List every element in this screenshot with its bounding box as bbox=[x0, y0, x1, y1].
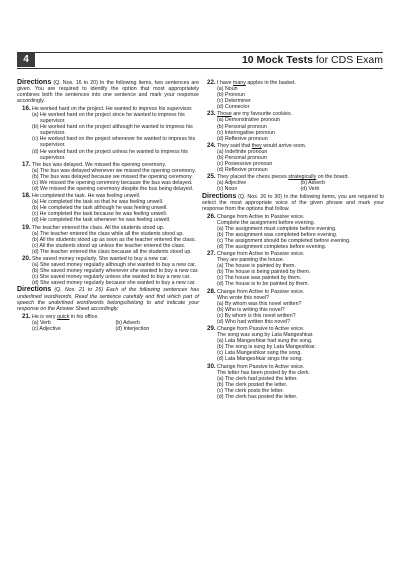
option-b: (b) The song is sung by Lata Mangeshkar. bbox=[217, 344, 316, 351]
option-c: (c) All the students stood up unless the teacher entered the class. bbox=[32, 242, 186, 249]
stem-pre: They placed the chess pieces bbox=[217, 174, 289, 181]
question-number: 21. bbox=[22, 312, 31, 320]
question-stem: Change from Active to Passive voice. bbox=[217, 251, 305, 258]
question-17 bbox=[17, 162, 199, 192]
option-c: (c) The assignment should be completed before evening. bbox=[217, 237, 351, 244]
question-29 bbox=[202, 326, 384, 362]
question-number: 24. bbox=[207, 141, 216, 149]
option-c: (c) Possessive pronoun bbox=[217, 160, 273, 167]
question-number: 16. bbox=[22, 105, 31, 113]
option-c: (c) Determiner bbox=[217, 98, 251, 105]
option-c: (c) Lata Mangeshkar sang the song. bbox=[217, 350, 302, 357]
question-21 bbox=[17, 314, 199, 332]
question-18 bbox=[17, 193, 199, 223]
option-d: (d) The clerk has posted the letter. bbox=[217, 393, 298, 400]
option-b: (b) All the students stood up as soon as the teacher entered the class. bbox=[32, 236, 197, 243]
directions-16-20 bbox=[17, 80, 199, 104]
options-grid bbox=[217, 180, 384, 192]
option-d: (d) Lata Mangeshkar sings the song. bbox=[217, 356, 303, 363]
question-stem: The bus was delayed. We missed the opening ceremony. bbox=[32, 161, 167, 168]
question-stem: He completed the task. He was feeling unwell. bbox=[32, 193, 141, 200]
question-number: 26. bbox=[207, 212, 216, 220]
option-d: (d) The house is to be painted by them. bbox=[217, 281, 310, 288]
book-title bbox=[242, 54, 383, 66]
right-column bbox=[202, 80, 384, 401]
underlined-word: Those bbox=[217, 111, 232, 118]
question-number: 27. bbox=[207, 250, 216, 258]
option-a: (a) Indefinite pronoun bbox=[217, 148, 268, 155]
question-20 bbox=[17, 256, 199, 286]
question-24 bbox=[202, 143, 384, 173]
question-number: 23. bbox=[207, 110, 216, 118]
question-stem: Change from Passive to Active voice. bbox=[217, 326, 305, 333]
question-26 bbox=[202, 214, 384, 250]
directions-body: (Q. Nos. 26 to 30) In the following items, you are required to select the most appropriate voice of the given phrase and mark your response from the options that follow. bbox=[202, 193, 384, 212]
option-b: (b) Personal pronoun bbox=[217, 154, 267, 161]
option-d: (d) Connector bbox=[217, 104, 250, 111]
option-c: (c) Noun bbox=[217, 186, 238, 193]
option-a: (a) The teacher entered the class while all the students stood up. bbox=[32, 230, 184, 237]
directions-21-25 bbox=[17, 287, 199, 311]
question-30 bbox=[202, 364, 384, 400]
stem-pre: I have bbox=[217, 80, 233, 86]
option-a: (a) He completed the task so that he was feeling unwell. bbox=[32, 199, 164, 206]
option-c: (c) Adjective bbox=[32, 325, 61, 332]
option-c: (c) By whom is this novel written? bbox=[217, 312, 296, 319]
option-d: (d) Reflexive pronoun bbox=[217, 135, 268, 142]
given-sentence: The song was sung by Lata Mangeshkar. bbox=[217, 332, 314, 339]
option-b: (b) Who is writing this novel? bbox=[217, 306, 285, 313]
option-c: (c) The house was painted by them. bbox=[217, 275, 302, 282]
question-27 bbox=[202, 251, 384, 287]
option-a: (a) He worked hard on the project since he wanted to impress his supervisor. bbox=[32, 112, 185, 125]
question-stem: Change from Passive to Active voice. bbox=[217, 363, 305, 370]
question-stem: He worked hard on the project. He wanted to impress his supervisor. bbox=[32, 106, 193, 113]
option-c: (c) We missed the opening ceremony because the bus was delayed. bbox=[32, 179, 193, 186]
option-d: (d) Interjection bbox=[115, 325, 150, 332]
option-b: (b) Personal pronoun bbox=[217, 123, 267, 130]
given-sentence: They are painting the house. bbox=[217, 257, 285, 264]
option-b: (b) Adverb bbox=[300, 180, 325, 187]
option-d: (d) Who had written this novel? bbox=[217, 318, 291, 325]
question-stem: She saved money regularly. She wanted to buy a new car. bbox=[32, 256, 169, 263]
option-d: (d) She saved money regularly because she wanted to buy a new car. bbox=[32, 280, 196, 287]
question-stem: Change from Active to Passive voice. bbox=[217, 288, 305, 295]
given-sentence: Who wrote this novel? bbox=[217, 294, 270, 301]
question-number: 19. bbox=[22, 223, 31, 231]
option-a: (a) She saved money regularly although she wanted to buy a new car. bbox=[32, 262, 197, 269]
option-b: (b) He completed the task although he was feeling unwell. bbox=[32, 205, 168, 212]
book-title-suffix: for CDS Exam bbox=[315, 54, 383, 66]
given-sentence: Complete the assignment before evening. bbox=[217, 219, 316, 226]
question-number: 25. bbox=[207, 173, 216, 181]
stem-pre: He is very bbox=[32, 313, 58, 320]
option-b: (b) The bus was delayed because we missed the opening ceremony. bbox=[32, 173, 193, 180]
question-stem: Change from Active to Passive voice. bbox=[217, 213, 305, 220]
given-sentence: The letter has been posted by the clerk. bbox=[217, 369, 311, 376]
option-c: (c) She saved money regularly unless she wanted to buy a new car. bbox=[32, 274, 191, 281]
option-a: (a) The bus was delayed whenever we missed the opening ceremony. bbox=[32, 167, 196, 174]
options-grid bbox=[32, 320, 199, 332]
stem-post: apples in the basket. bbox=[245, 80, 296, 86]
option-b: (b) Adverb bbox=[115, 319, 140, 326]
option-d: (d) Verb bbox=[300, 186, 320, 193]
option-a: (a) Verb bbox=[32, 319, 51, 326]
option-d: (d) The teacher entered the class because all the students stood up. bbox=[32, 248, 192, 255]
question-28 bbox=[202, 289, 384, 325]
option-a: (a) Adjective bbox=[217, 180, 247, 187]
book-title-main: 10 Mock Tests bbox=[241, 54, 313, 66]
directions-26-30 bbox=[202, 194, 384, 212]
option-d: (d) He worked hard on the project unless he wanted to impress his supervisor. bbox=[32, 148, 188, 161]
stem-post: are my favourite cookies. bbox=[231, 111, 293, 118]
underlined-word: many bbox=[232, 80, 246, 86]
question-number: 18. bbox=[22, 192, 31, 200]
underlined-word: strategically bbox=[288, 174, 317, 181]
option-a: (a) The assignment must complete before evening. bbox=[217, 225, 337, 232]
directions-heading: Directions bbox=[17, 79, 52, 86]
option-b: (b) He worked hard on the project although he wanted to impress his supervisor. bbox=[32, 124, 193, 137]
underlined-word: they bbox=[251, 142, 262, 149]
option-a: (a) Lata Mangeshkar had sung the song. bbox=[217, 338, 313, 345]
option-d: (d) Reflexive pronoun bbox=[217, 167, 268, 174]
option-b: (b) Pronoun bbox=[217, 92, 245, 99]
page-number: 4 bbox=[17, 53, 35, 67]
question-number: 30. bbox=[207, 362, 216, 370]
directions-heading: Directions bbox=[202, 192, 237, 200]
question-number: 29. bbox=[207, 325, 216, 333]
question-number: 28. bbox=[207, 287, 216, 295]
question-number: 17. bbox=[22, 160, 31, 168]
question-16 bbox=[17, 106, 199, 160]
stem-post: would arrive soon. bbox=[261, 142, 307, 149]
directions-heading: Directions bbox=[17, 286, 52, 294]
option-d: (d) The assignment completes before evening. bbox=[217, 243, 327, 250]
directions-body: (Q. Nos. 16 to 20) In the following items, two sentences are given. You are required to identify the option that most appropriately combines both the sentences into one sentence and mark your response accordingly. bbox=[17, 80, 199, 105]
option-a: (a) The house is painted by them. bbox=[217, 263, 296, 270]
page-header bbox=[17, 52, 383, 69]
question-22 bbox=[202, 80, 384, 110]
option-a: (a) Demonstrative pronoun bbox=[217, 117, 281, 124]
stem-post: on the board. bbox=[316, 174, 349, 181]
option-d: (d) We missed the opening ceremony despite the bus being delayed. bbox=[32, 185, 194, 192]
directions-body: (Q. Nos. 21 to 25) Each of the following sentences has underlined word/words. Read the sentence carefully and find which part of speech the underlined word/words belongs/belong to and indicate your response on the Answer Sheet accordingly. bbox=[17, 287, 199, 312]
question-number: 20. bbox=[22, 255, 31, 263]
option-b: (b) The clerk posted the letter. bbox=[217, 381, 288, 388]
question-19 bbox=[17, 225, 199, 255]
question-stem: The teacher entered the class. All the students stood up. bbox=[32, 224, 165, 231]
underlined-word: quick bbox=[57, 313, 70, 320]
option-a: (a) Noun bbox=[217, 86, 238, 93]
option-d: (d) He completed the task whenever he was feeling unwell. bbox=[32, 217, 171, 224]
question-number: 22. bbox=[207, 79, 216, 86]
option-a: (a) The clerk had posted the letter. bbox=[217, 375, 298, 382]
option-c: (c) He worked hard on the project whenever he wanted to impress his supervisor. bbox=[32, 136, 196, 149]
question-23 bbox=[202, 111, 384, 141]
option-b: (b) She saved money regularly whenever she wanted to buy a new car. bbox=[32, 268, 199, 275]
option-a: (a) By whom was this novel written? bbox=[217, 300, 302, 307]
option-c: (c) The clerk posts the letter. bbox=[217, 387, 284, 394]
option-b: (b) The house is being painted by them. bbox=[217, 269, 311, 276]
option-c: (c) Interrogative pronoun bbox=[217, 129, 276, 136]
question-25 bbox=[202, 174, 384, 192]
option-c: (c) He completed the task because he was feeling unwell. bbox=[32, 211, 168, 218]
option-b: (b) The assignment was completed before evening. bbox=[217, 231, 338, 238]
left-column bbox=[17, 80, 199, 333]
stem-post: in his office. bbox=[69, 313, 99, 320]
stem-pre: They said that bbox=[217, 142, 252, 149]
